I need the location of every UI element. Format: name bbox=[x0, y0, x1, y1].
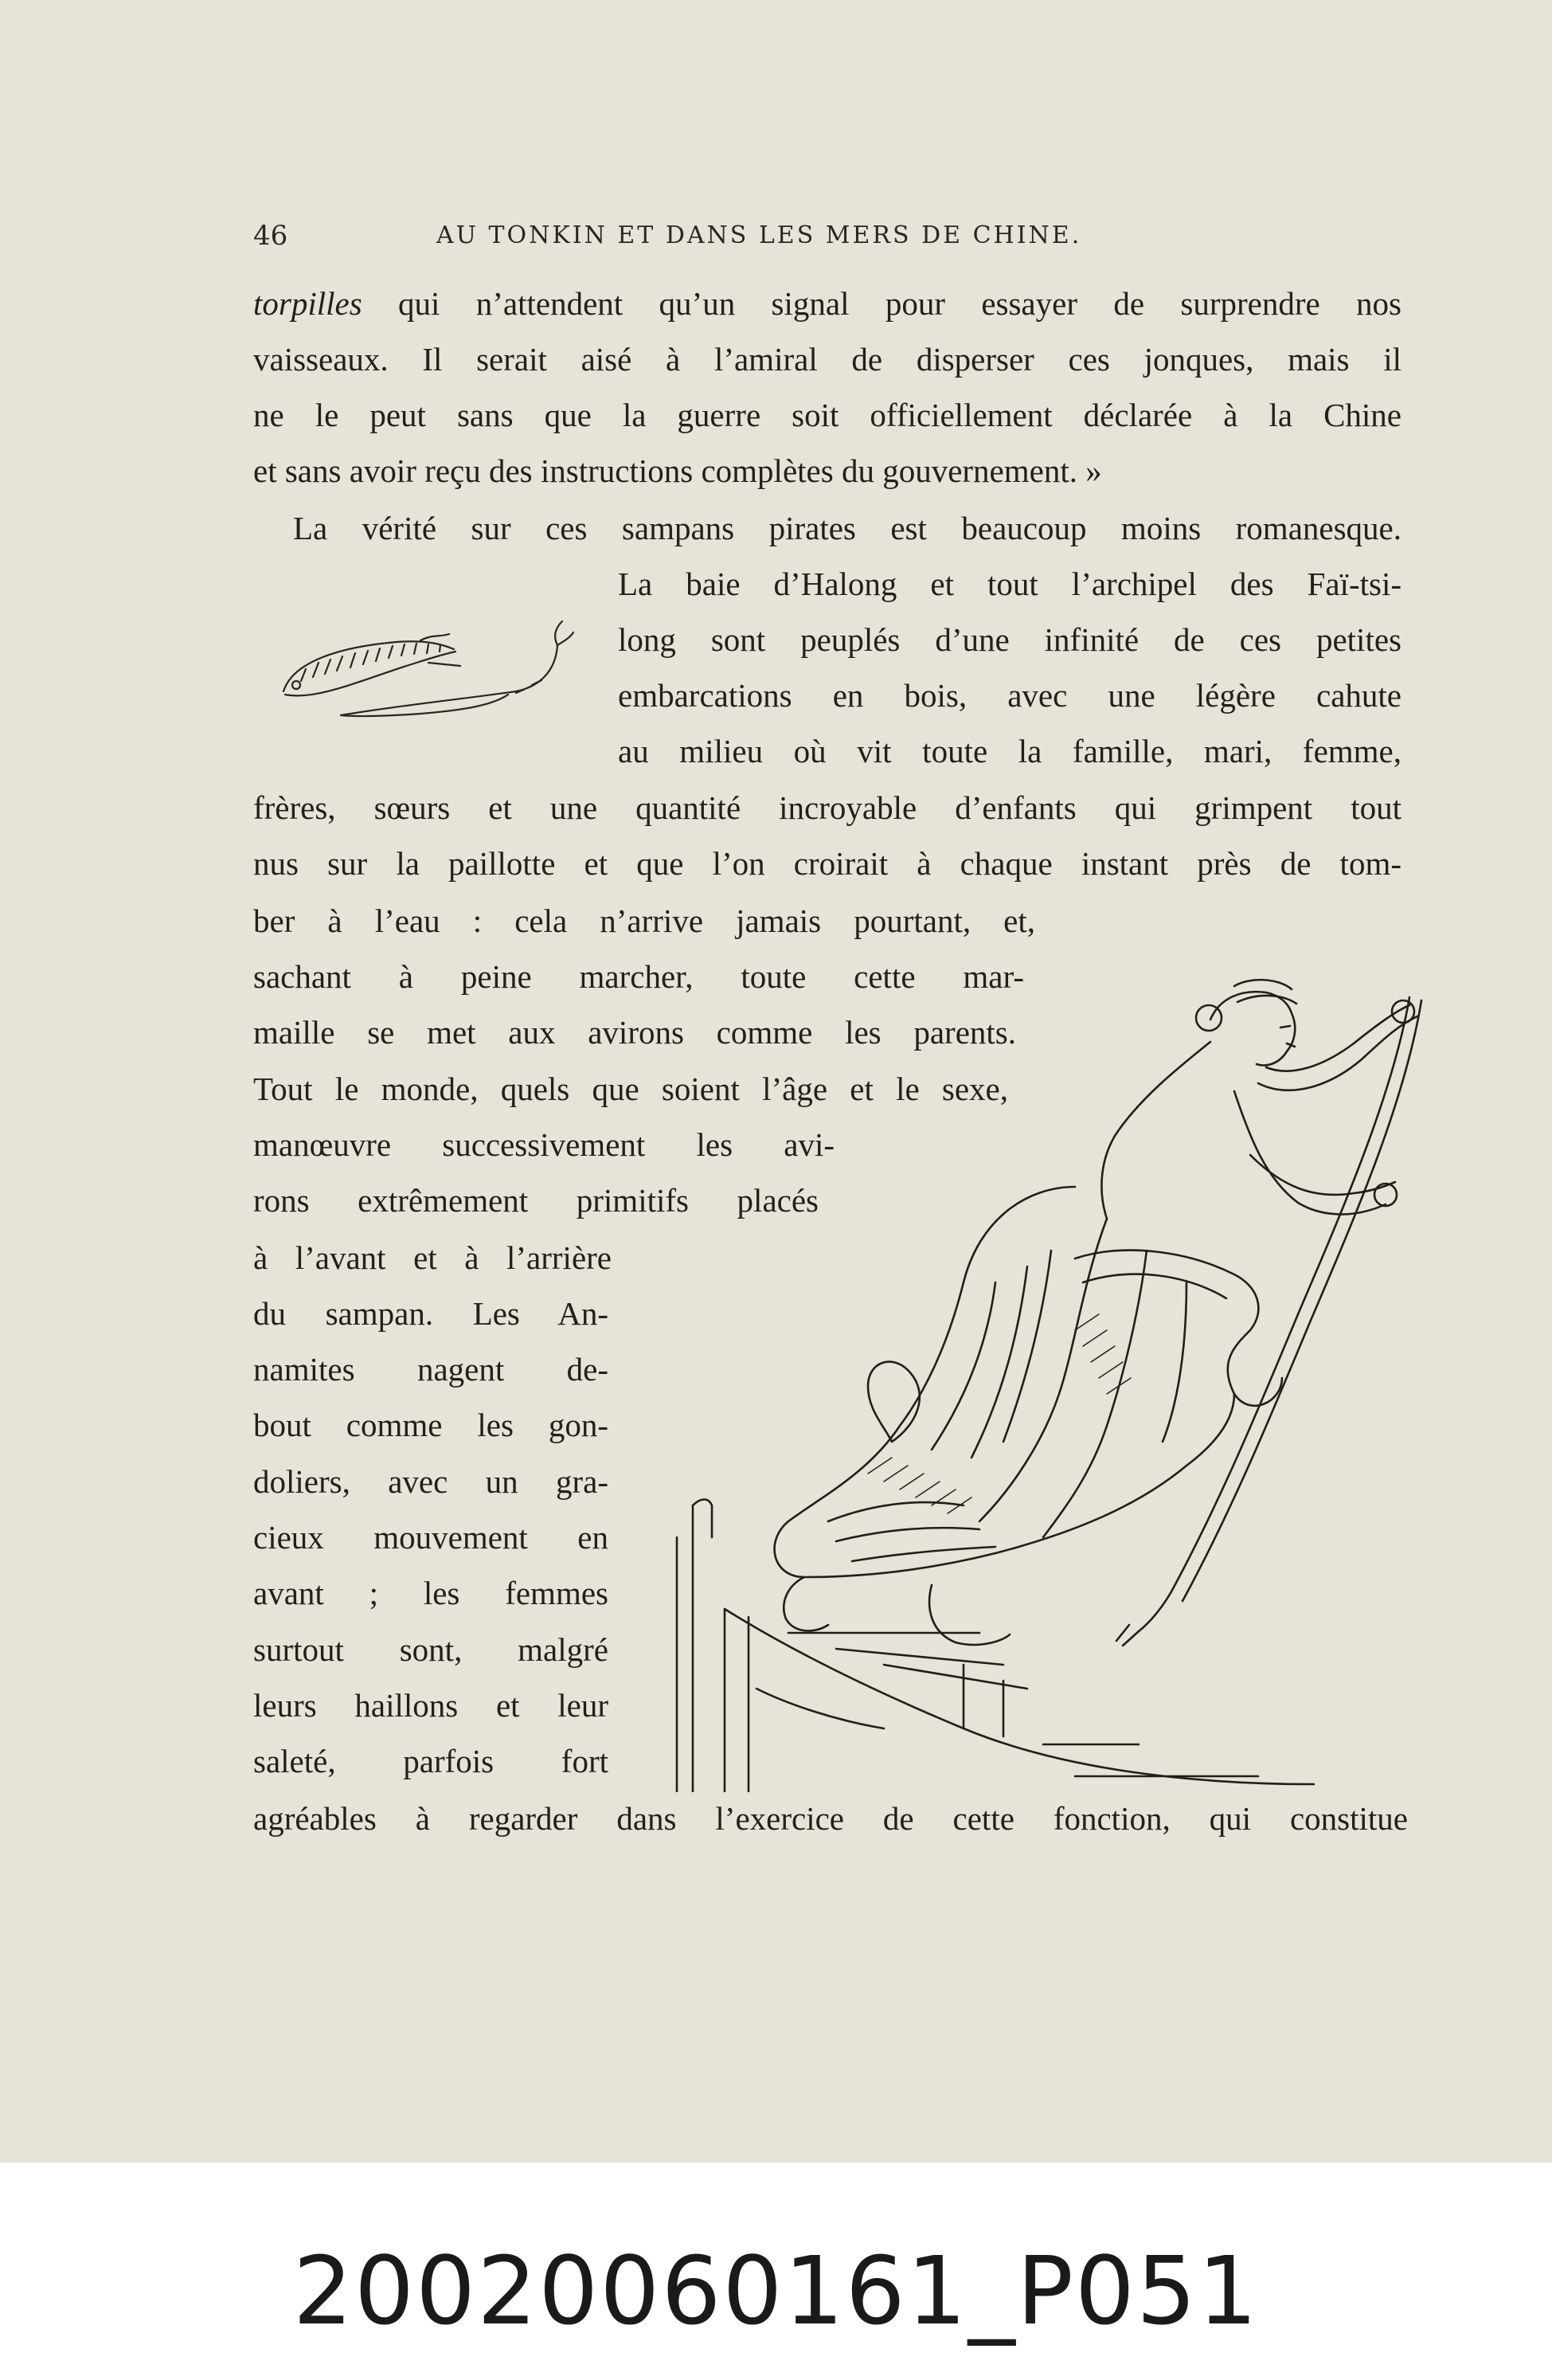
text-line bbox=[253, 902, 1035, 940]
text-span: maille se met aux avirons comme les parents. bbox=[253, 1014, 1016, 1051]
woman-rowing-illustration bbox=[629, 948, 1465, 1792]
text-span: au milieu où vit toute la famille, mari, femme, bbox=[618, 733, 1401, 769]
text-span: Tout le monde, quels que soient l’âge et le sexe, bbox=[253, 1071, 1008, 1107]
text-line bbox=[253, 1406, 608, 1444]
text-line bbox=[253, 1462, 608, 1501]
text-span: surtout sont, malgré bbox=[253, 1631, 608, 1668]
page-number: 46 bbox=[253, 220, 288, 252]
text-span: agréables à regarder dans l’exercice de cette fonction, qui constitue bbox=[253, 1800, 1408, 1837]
text-span: namites nagent de- bbox=[253, 1351, 608, 1388]
text-span: ber à l’eau : cela n’arrive jamais pourtant, et, bbox=[253, 902, 1035, 939]
text-span: La vérité sur ces sampans pirates est beaucoup moins romanesque. bbox=[293, 510, 1401, 546]
scan-identifier: 20020060161_P051 bbox=[292, 2236, 1260, 2346]
text-span: avant ; les femmes bbox=[253, 1575, 608, 1611]
text-line bbox=[253, 1239, 612, 1277]
text-span: leurs haillons et leur bbox=[253, 1687, 608, 1724]
text-line bbox=[253, 1799, 1408, 1838]
text-line bbox=[253, 1294, 608, 1333]
text-line bbox=[253, 1574, 608, 1612]
text-span: ne le peut sans que la guerre soit officiellement déclarée à la Chine bbox=[253, 397, 1401, 433]
text-line bbox=[618, 676, 1401, 714]
text-line bbox=[618, 565, 1401, 603]
running-title: AU TONKIN ET DANS LES MERS DE CHINE. bbox=[436, 221, 1082, 249]
text-span: vaisseaux. Il serait aisé à l’amiral de disperser ces jonques, mais il bbox=[253, 341, 1401, 378]
text-line bbox=[253, 1742, 608, 1780]
text-line bbox=[253, 452, 1401, 490]
text-line bbox=[293, 509, 1401, 547]
text-span: du sampan. Les An- bbox=[253, 1295, 608, 1332]
text-span: sachant à peine marcher, toute cette mar- bbox=[253, 958, 1024, 995]
page-header bbox=[253, 220, 1416, 252]
text-span: qui n’attendent qu’un signal pour essayer de surprendre nos bbox=[362, 285, 1401, 322]
text-line bbox=[253, 284, 1401, 323]
fish-illustration bbox=[277, 605, 580, 725]
text-span: et sans avoir reçu des instructions complètes du gouvernement. » bbox=[253, 452, 1102, 489]
text-span: frères, sœurs et une quantité incroyable d’enfants qui grimpent tout bbox=[253, 789, 1401, 826]
text-span: doliers, avec un gra- bbox=[253, 1463, 608, 1500]
text-italic: torpilles bbox=[253, 285, 362, 322]
text-line bbox=[253, 1630, 608, 1669]
text-line bbox=[253, 340, 1401, 378]
text-span: cieux mouvement en bbox=[253, 1519, 608, 1556]
text-line bbox=[253, 789, 1401, 827]
text-line bbox=[618, 732, 1401, 770]
text-span: nus sur la paillotte et que l’on croirait à chaque instant près de tom- bbox=[253, 845, 1401, 882]
text-line bbox=[253, 1518, 608, 1556]
text-line bbox=[253, 396, 1401, 434]
text-line bbox=[253, 1350, 608, 1388]
text-span: La baie d’Halong et tout l’archipel des Faï-tsi- bbox=[618, 566, 1401, 602]
scan-footer bbox=[0, 2163, 1552, 2380]
text-span: bout comme les gon- bbox=[253, 1407, 608, 1443]
text-span: manœuvre successivement les avi- bbox=[253, 1126, 835, 1163]
text-line bbox=[253, 844, 1401, 883]
text-line bbox=[618, 620, 1401, 659]
text-span: à l’avant et à l’arrière bbox=[253, 1239, 612, 1276]
text-span: saleté, parfois fort bbox=[253, 1743, 608, 1779]
text-span: long sont peuplés d’une infinité de ces petites bbox=[618, 621, 1401, 658]
text-line bbox=[253, 1686, 608, 1724]
text-span: embarcations en bois, avec une légère cahute bbox=[618, 677, 1401, 714]
text-span: rons extrêmement primitifs placés bbox=[253, 1182, 819, 1219]
